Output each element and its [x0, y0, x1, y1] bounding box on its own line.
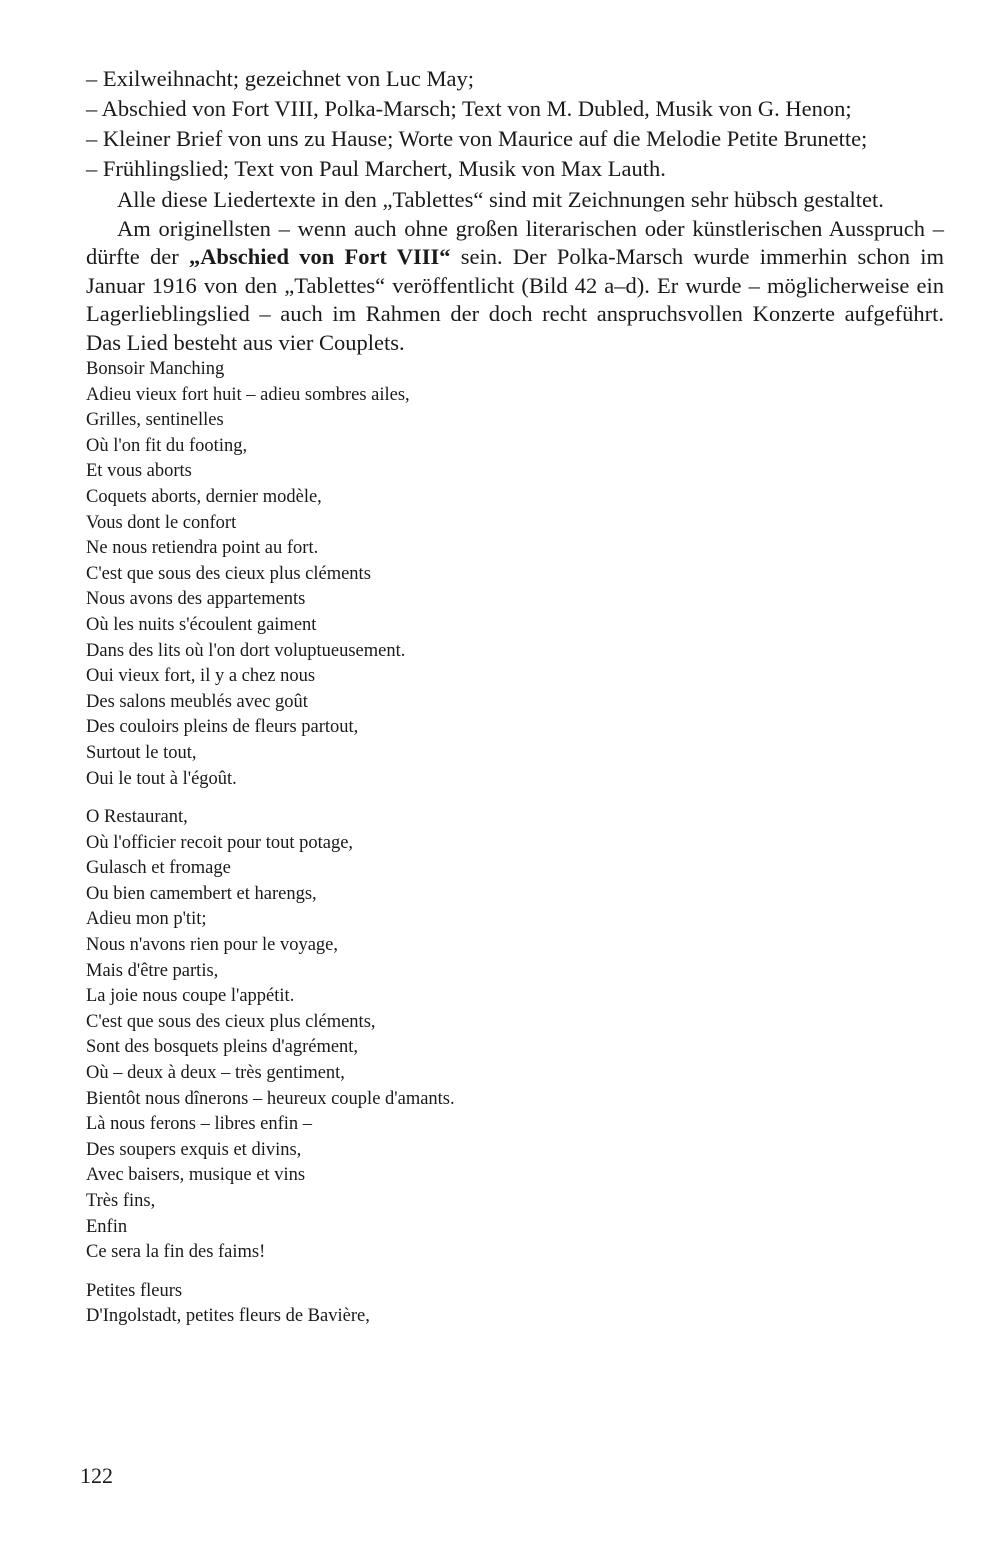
poem-line: Des couloirs pleins de fleurs partout,: [86, 717, 359, 738]
poem-line: Où – deux à deux – très gentiment,: [86, 1063, 345, 1084]
poem-line: Nous avons des appartements: [86, 589, 306, 610]
poem-line: Gulasch et fromage: [86, 858, 231, 879]
poem-line: Dans des lits où l'on dort voluptueusement.: [86, 640, 406, 661]
poem-line: Des salons meublés avec goût: [86, 691, 308, 712]
stanza-1: [86, 357, 944, 792]
page-number: 122: [80, 1463, 113, 1488]
poem-line: C'est que sous des cieux plus cléments: [86, 563, 371, 584]
poem-line: Et vous aborts: [86, 461, 192, 482]
song-list-item: – Abschied von Fort VIII, Polka-Marsch; Text von M. Dubled, Musik von G. Henon;: [86, 96, 852, 121]
poem-line: Bientôt nous dînerons – heureux couple d'amants.: [86, 1088, 455, 1109]
song-list: [86, 64, 944, 184]
paragraph-abschied-after: sein. Der Polka-Marsch wurde immerhin schon im Januar 1916 von den „Tablettes“ veröffentlicht (Bild 42 a–d). Er wurde – möglicherweise ein Lagerlieblingslied – auch im Rahmen der doch recht anspruchsvollen Konzerte aufgeführt. Das Lied besteht aus vier Couplets.: [86, 244, 944, 355]
poem-line: Adieu mon p'tit;: [86, 909, 207, 930]
paragraph-abschied: [86, 215, 944, 358]
poem-line: D'Ingolstadt, petites fleurs de Bavière,: [86, 1306, 370, 1327]
poem-line: Bonsoir Manching: [86, 359, 225, 379]
poem-line: Où l'officier recoit pour tout potage,: [86, 832, 354, 853]
paragraph-abschied-before: Am originellsten – wenn auch ohne großen literarischen oder künstlerischen Ausspruch – dürfte der: [86, 215, 944, 269]
poem-line: Ce sera la fin des faims!: [86, 1242, 266, 1263]
poem-line: Coquets aborts, dernier modèle,: [86, 486, 322, 507]
poem-line: Très fins,: [86, 1191, 156, 1211]
poem-line: Surtout le tout,: [86, 742, 197, 763]
poem-line: Où l'on fit du footing,: [86, 435, 248, 456]
poem-line: Où les nuits s'écoulent gaiment: [86, 614, 317, 635]
poem-line: Là nous ferons – libres enfin –: [86, 1114, 313, 1135]
song-list-item: – Kleiner Brief von uns zu Hause; Worte von Maurice auf die Melodie Petite Brunette;: [86, 126, 868, 151]
poem-line: Ou bien camembert et harengs,: [86, 883, 317, 904]
stanza-3: [86, 1279, 944, 1330]
poem-line: Sont des bosquets pleins d'agrément,: [86, 1037, 359, 1058]
poem-line: Nous n'avons rien pour le voyage,: [86, 935, 338, 956]
song-list-item: – Frühlingslied; Text von Paul Marchert, Musik von Max Lauth.: [86, 156, 666, 181]
poem-line: La joie nous coupe l'appétit.: [86, 986, 295, 1007]
poem-line: Avec baisers, musique et vins: [86, 1165, 306, 1186]
poem-line: Petites fleurs: [86, 1280, 183, 1301]
poem-line: O Restaurant,: [86, 807, 188, 828]
poem-line: Oui vieux fort, il y a chez nous: [86, 666, 316, 687]
poem: [86, 357, 944, 1330]
paragraph-tablettes: Alle diese Liedertexte in den „Tablettes“ sind mit Zeichnungen sehr hübsch gestaltet.: [117, 187, 884, 212]
poem-line: Des soupers exquis et divins,: [86, 1139, 302, 1160]
poem-line: Enfin: [86, 1216, 128, 1237]
poem-line: Grilles, sentinelles: [86, 410, 224, 431]
poem-line: Oui le tout à l'égoût.: [86, 768, 237, 789]
poem-line: Adieu vieux fort huit – adieu sombres ailes,: [86, 384, 410, 405]
song-title-bold: „Abschied von Fort VIII“: [188, 244, 451, 269]
page-content: [86, 64, 944, 1330]
poem-line: Ne nous retiendra point au fort.: [86, 538, 319, 559]
song-list-item: – Exilweihnacht; gezeichnet von Luc May;: [86, 66, 474, 91]
poem-line: Mais d'être partis,: [86, 960, 219, 981]
stanza-2: [86, 805, 944, 1266]
poem-line: Vous dont le confort: [86, 512, 237, 533]
poem-line: C'est que sous des cieux plus cléments,: [86, 1011, 376, 1032]
